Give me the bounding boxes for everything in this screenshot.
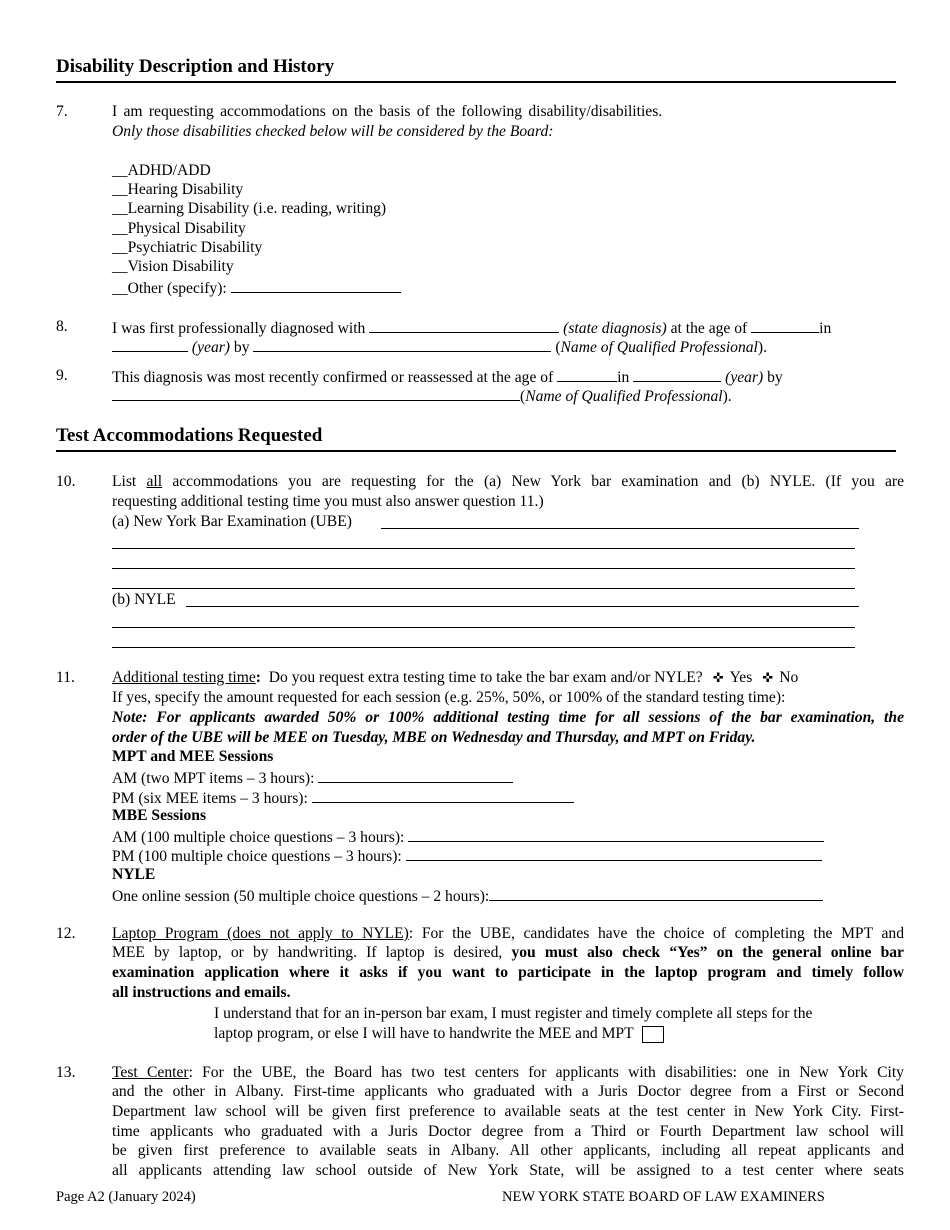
ube-accommodations-field[interactable] [112, 588, 855, 589]
laptop-acknowledgement-checkbox[interactable] [642, 1026, 664, 1043]
checkbox-learning[interactable]: __Learning Disability (i.e. reading, writing) [112, 200, 387, 217]
section-divider [56, 450, 896, 452]
checkbox-other[interactable]: __Other (specify): [112, 278, 401, 298]
other-specify-field[interactable] [231, 278, 401, 293]
form-page [56, 0, 906, 1230]
mbe-pm-time-field[interactable] [406, 846, 822, 861]
mbe-pm-row: PM (100 multiple choice questions – 3 hours): [112, 846, 822, 866]
ube-accommodations-field[interactable] [112, 548, 855, 549]
section-heading-disability: Disability Description and History [56, 56, 335, 77]
q11-line1: Additional testing time: Do you request extra testing time to take the bar exam and/or NYLE? ✜ Yes ✜ No [112, 669, 799, 686]
no-option-label: No [779, 669, 799, 686]
question-number-9: 9. [56, 367, 68, 384]
diagnosis-age-field[interactable] [751, 318, 819, 333]
ube-accommodations-field[interactable] [112, 568, 855, 569]
nyle-accommodations-field[interactable] [112, 647, 855, 648]
laptop-acknowledgement-line2: laptop program, or else I will have to handwrite the MEE and MPT [214, 1025, 664, 1043]
section-heading-accommodations: Test Accommodations Requested [56, 425, 323, 446]
q11-specify: If yes, specify the amount requested for each session (e.g. 25%, 50%, or 100% of the standard testing time): [112, 689, 786, 706]
q9-line1: This diagnosis was most recently confirmed or reassessed at the age of in (year) by [112, 369, 783, 386]
q10-line1: List all accommodations you are requesting for the (a) New York bar examination and (b) NYLE. (If you are [112, 473, 904, 490]
diagnosis-year-field[interactable] [112, 337, 188, 352]
mbe-am-row: AM (100 multiple choice questions – 3 hours): [112, 827, 824, 847]
q11-note-line1: Note: For applicants awarded 50% or 100% additional testing time for all sessions of the bar examination, the [112, 709, 904, 726]
q10-line2: requesting additional testing time you must also answer question 11.) [112, 493, 544, 510]
q12-line3: examination application where it asks if you want to participate in the laptop program and timely follow [112, 964, 904, 981]
q7-instruction: Only those disabilities checked below will be considered by the Board: [112, 123, 554, 140]
q13-line4: time applicants who graduated with a Juris Doctor degree from a Third or Fourth Department law school will [112, 1123, 904, 1140]
question-number-12: 12. [56, 925, 76, 942]
checkbox-adhd[interactable]: __ADHD/ADD [112, 162, 211, 179]
nyle-accommodations-field[interactable] [112, 627, 855, 628]
question-number-11: 11. [56, 669, 75, 686]
q11-note-line2: order of the UBE will be MEE on Tuesday, MBE on Wednesday and Thursday, and MPT on Friday. [112, 729, 756, 746]
ube-accommodations-field[interactable] [381, 528, 859, 529]
question-number-10: 10. [56, 473, 76, 490]
q13-line1: Test Center: For the UBE, the Board has two test centers for applicants with disabilities: one in New York City [112, 1064, 904, 1081]
nyle-accommodations-field[interactable] [186, 606, 859, 607]
q13-line6: all applicants attending law school outside of New York State, will be assigned to a test center where seats [112, 1162, 904, 1179]
q9-line2: (Name of Qualified Professional). [112, 386, 732, 406]
question-number-8: 8. [56, 318, 68, 335]
checkbox-hearing[interactable]: __Hearing Disability [112, 181, 244, 198]
q12-line1: Laptop Program (does not apply to NYLE): For the UBE, candidates have the choice of completing the MPT and [112, 925, 904, 942]
mpt-am-time-field[interactable] [318, 768, 513, 783]
q13-line2: and the other in Albany. First-time applicants who graduated with a Juris Doctor degree from a First or Second [112, 1083, 904, 1100]
nyle-heading: NYLE [112, 866, 156, 883]
section-divider [56, 81, 896, 83]
laptop-acknowledgement-line1: I understand that for an in-person bar exam, I must register and timely complete all steps for the [214, 1005, 813, 1022]
q8-line1: I was first professionally diagnosed with (state diagnosis) at the age of in [112, 320, 832, 337]
mbe-heading: MBE Sessions [112, 807, 207, 824]
diagnosing-professional-field[interactable] [253, 337, 551, 352]
q8-line2: (year) by (Name of Qualified Professional). [112, 337, 767, 357]
checkbox-vision[interactable]: __Vision Disability [112, 258, 234, 275]
q13-line5: be given first preference to available seats in Albany. All other applicants, including all repeat applicants and [112, 1142, 904, 1159]
mpt-mee-heading: MPT and MEE Sessions [112, 748, 274, 765]
reassessment-age-field[interactable] [557, 367, 617, 382]
mbe-am-time-field[interactable] [408, 827, 824, 842]
footer-page-number: Page A2 (January 2024) [56, 1189, 196, 1205]
q13-line3: Department law school will be given first preference to available seats at the test center in New York City. First- [112, 1103, 904, 1120]
nyle-session-row: One online session (50 multiple choice questions – 2 hours): [112, 886, 823, 906]
checkbox-physical[interactable]: __Physical Disability [112, 220, 246, 237]
mpt-am-row: AM (two MPT items – 3 hours): [112, 768, 513, 788]
checkbox-psychiatric[interactable]: __Psychiatric Disability [112, 239, 263, 256]
q7-prompt: I am requesting accommodations on the basis of the following disability/disabilities. [112, 103, 663, 120]
q12-line4: all instructions and emails. [112, 984, 291, 1001]
mee-pm-row: PM (six MEE items – 3 hours): [112, 788, 574, 808]
reassessing-professional-field[interactable] [112, 386, 520, 401]
question-number-13: 13. [56, 1064, 76, 1081]
q12-line2: MEE by laptop, or by handwriting. If laptop is desired, you must also check “Yes” on the general online bar [112, 944, 904, 961]
yes-checkbox-icon[interactable]: ✜ [712, 670, 724, 685]
mee-pm-time-field[interactable] [312, 788, 574, 803]
no-checkbox-icon[interactable]: ✜ [762, 670, 774, 685]
ube-accommodations-label: (a) New York Bar Examination (UBE) [112, 513, 352, 530]
diagnosis-field[interactable] [369, 318, 559, 333]
nyle-accommodations-label: (b) NYLE [112, 591, 176, 608]
yes-option-label: Yes [729, 669, 753, 686]
footer-board-name: NEW YORK STATE BOARD OF LAW EXAMINERS [502, 1189, 825, 1205]
nyle-time-field[interactable] [489, 886, 823, 901]
reassessment-year-field[interactable] [633, 367, 721, 382]
question-number-7: 7. [56, 103, 68, 120]
